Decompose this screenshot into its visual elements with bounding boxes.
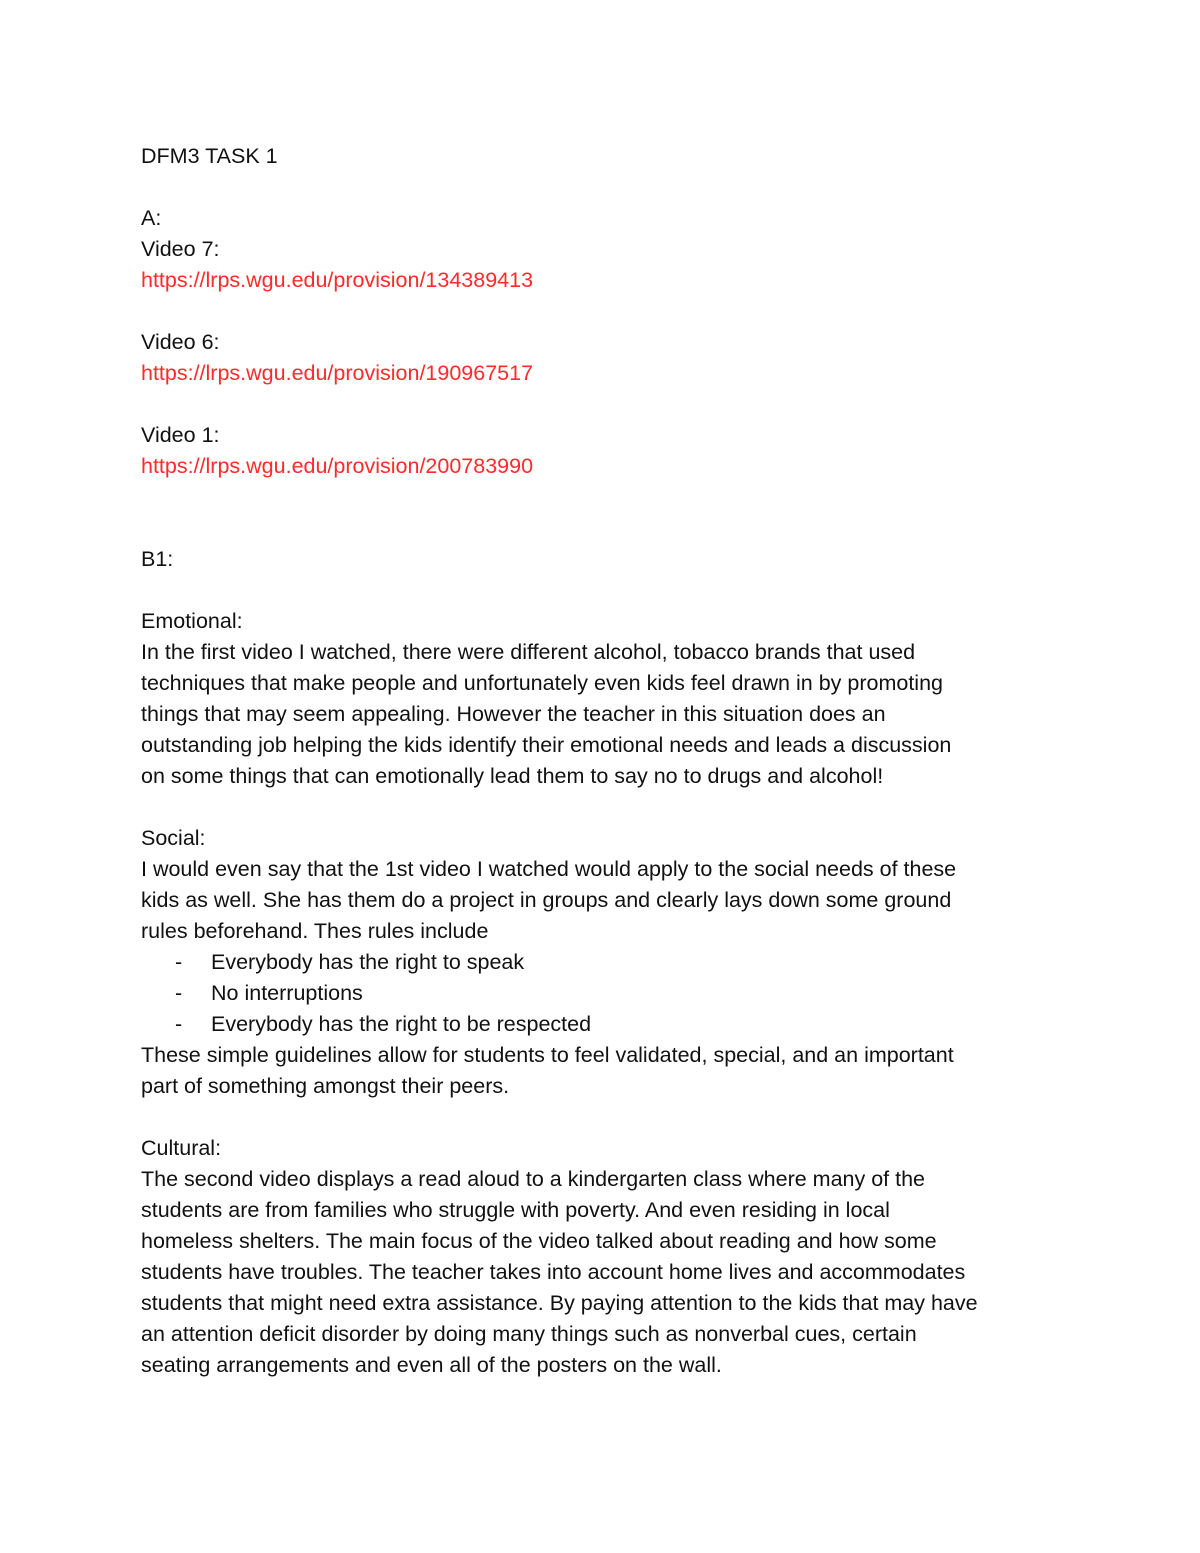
video-label: Video 1: xyxy=(141,423,220,447)
social-heading: Social: xyxy=(141,826,206,850)
paragraph-line: things that may seem appealing. However the teacher in this situation does an xyxy=(141,702,886,726)
paragraph-line: part of something amongst their peers. xyxy=(141,1074,510,1098)
bullet-dash: - xyxy=(175,981,183,1005)
cultural-heading: Cultural: xyxy=(141,1136,222,1160)
social-closing-paragraph xyxy=(141,1040,1071,1102)
paragraph-line: outstanding job helping the kids identify their emotional needs and leads a discussion xyxy=(141,733,952,757)
paragraph-line: rules beforehand. Thes rules include xyxy=(141,919,489,943)
rules-list xyxy=(141,947,1071,1040)
paragraph-line: The second video displays a read aloud to a kindergarten class where many of the xyxy=(141,1167,926,1191)
document-page xyxy=(141,141,1071,1381)
list-item-text: Everybody has the right to be respected xyxy=(211,1012,592,1036)
paragraph-line: In the first video I watched, there were different alcohol, tobacco brands that used xyxy=(141,640,916,664)
cultural-paragraph xyxy=(141,1164,1071,1381)
emotional-heading: Emotional: xyxy=(141,609,243,633)
emotional-paragraph xyxy=(141,637,1071,792)
bullet-dash: - xyxy=(175,1012,183,1036)
paragraph-line: students that might need extra assistance. By paying attention to the kids that may have xyxy=(141,1291,978,1315)
paragraph-line: students have troubles. The teacher takes into account home lives and accommodates xyxy=(141,1260,966,1284)
paragraph-line: an attention deficit disorder by doing many things such as nonverbal cues, certain xyxy=(141,1322,917,1346)
paragraph-line: on some things that can emotionally lead them to say no to drugs and alcohol! xyxy=(141,764,884,788)
paragraph-line: kids as well. She has them do a project in groups and clearly lays down some ground xyxy=(141,888,952,912)
paragraph-line: These simple guidelines allow for students to feel validated, special, and an important xyxy=(141,1043,954,1067)
bullet-dash: - xyxy=(175,950,183,974)
paragraph-line: homeless shelters. The main focus of the video talked about reading and how some xyxy=(141,1229,937,1253)
paragraph-line: I would even say that the 1st video I watched would apply to the social needs of these xyxy=(141,857,957,881)
paragraph-line: techniques that make people and unfortunately even kids feel drawn in by promoting xyxy=(141,671,943,695)
document-title: DFM3 TASK 1 xyxy=(141,144,278,168)
video-link[interactable]: https://lrps.wgu.edu/provision/190967517 xyxy=(141,361,534,385)
list-item xyxy=(141,1009,1071,1040)
video-link[interactable]: https://lrps.wgu.edu/provision/200783990 xyxy=(141,454,534,478)
paragraph-line: seating arrangements and even all of the posters on the wall. xyxy=(141,1353,722,1377)
list-item xyxy=(141,978,1071,1009)
video-label: Video 6: xyxy=(141,330,220,354)
section-a-label: A: xyxy=(141,206,162,230)
section-b1-label: B1: xyxy=(141,547,174,571)
list-item-text: Everybody has the right to speak xyxy=(211,950,525,974)
paragraph-line: students are from families who struggle with poverty. And even residing in local xyxy=(141,1198,890,1222)
list-item-text: No interruptions xyxy=(211,981,363,1005)
list-item xyxy=(141,947,1071,978)
video-label: Video 7: xyxy=(141,237,220,261)
video-link[interactable]: https://lrps.wgu.edu/provision/134389413 xyxy=(141,268,534,292)
social-paragraph xyxy=(141,854,1071,947)
